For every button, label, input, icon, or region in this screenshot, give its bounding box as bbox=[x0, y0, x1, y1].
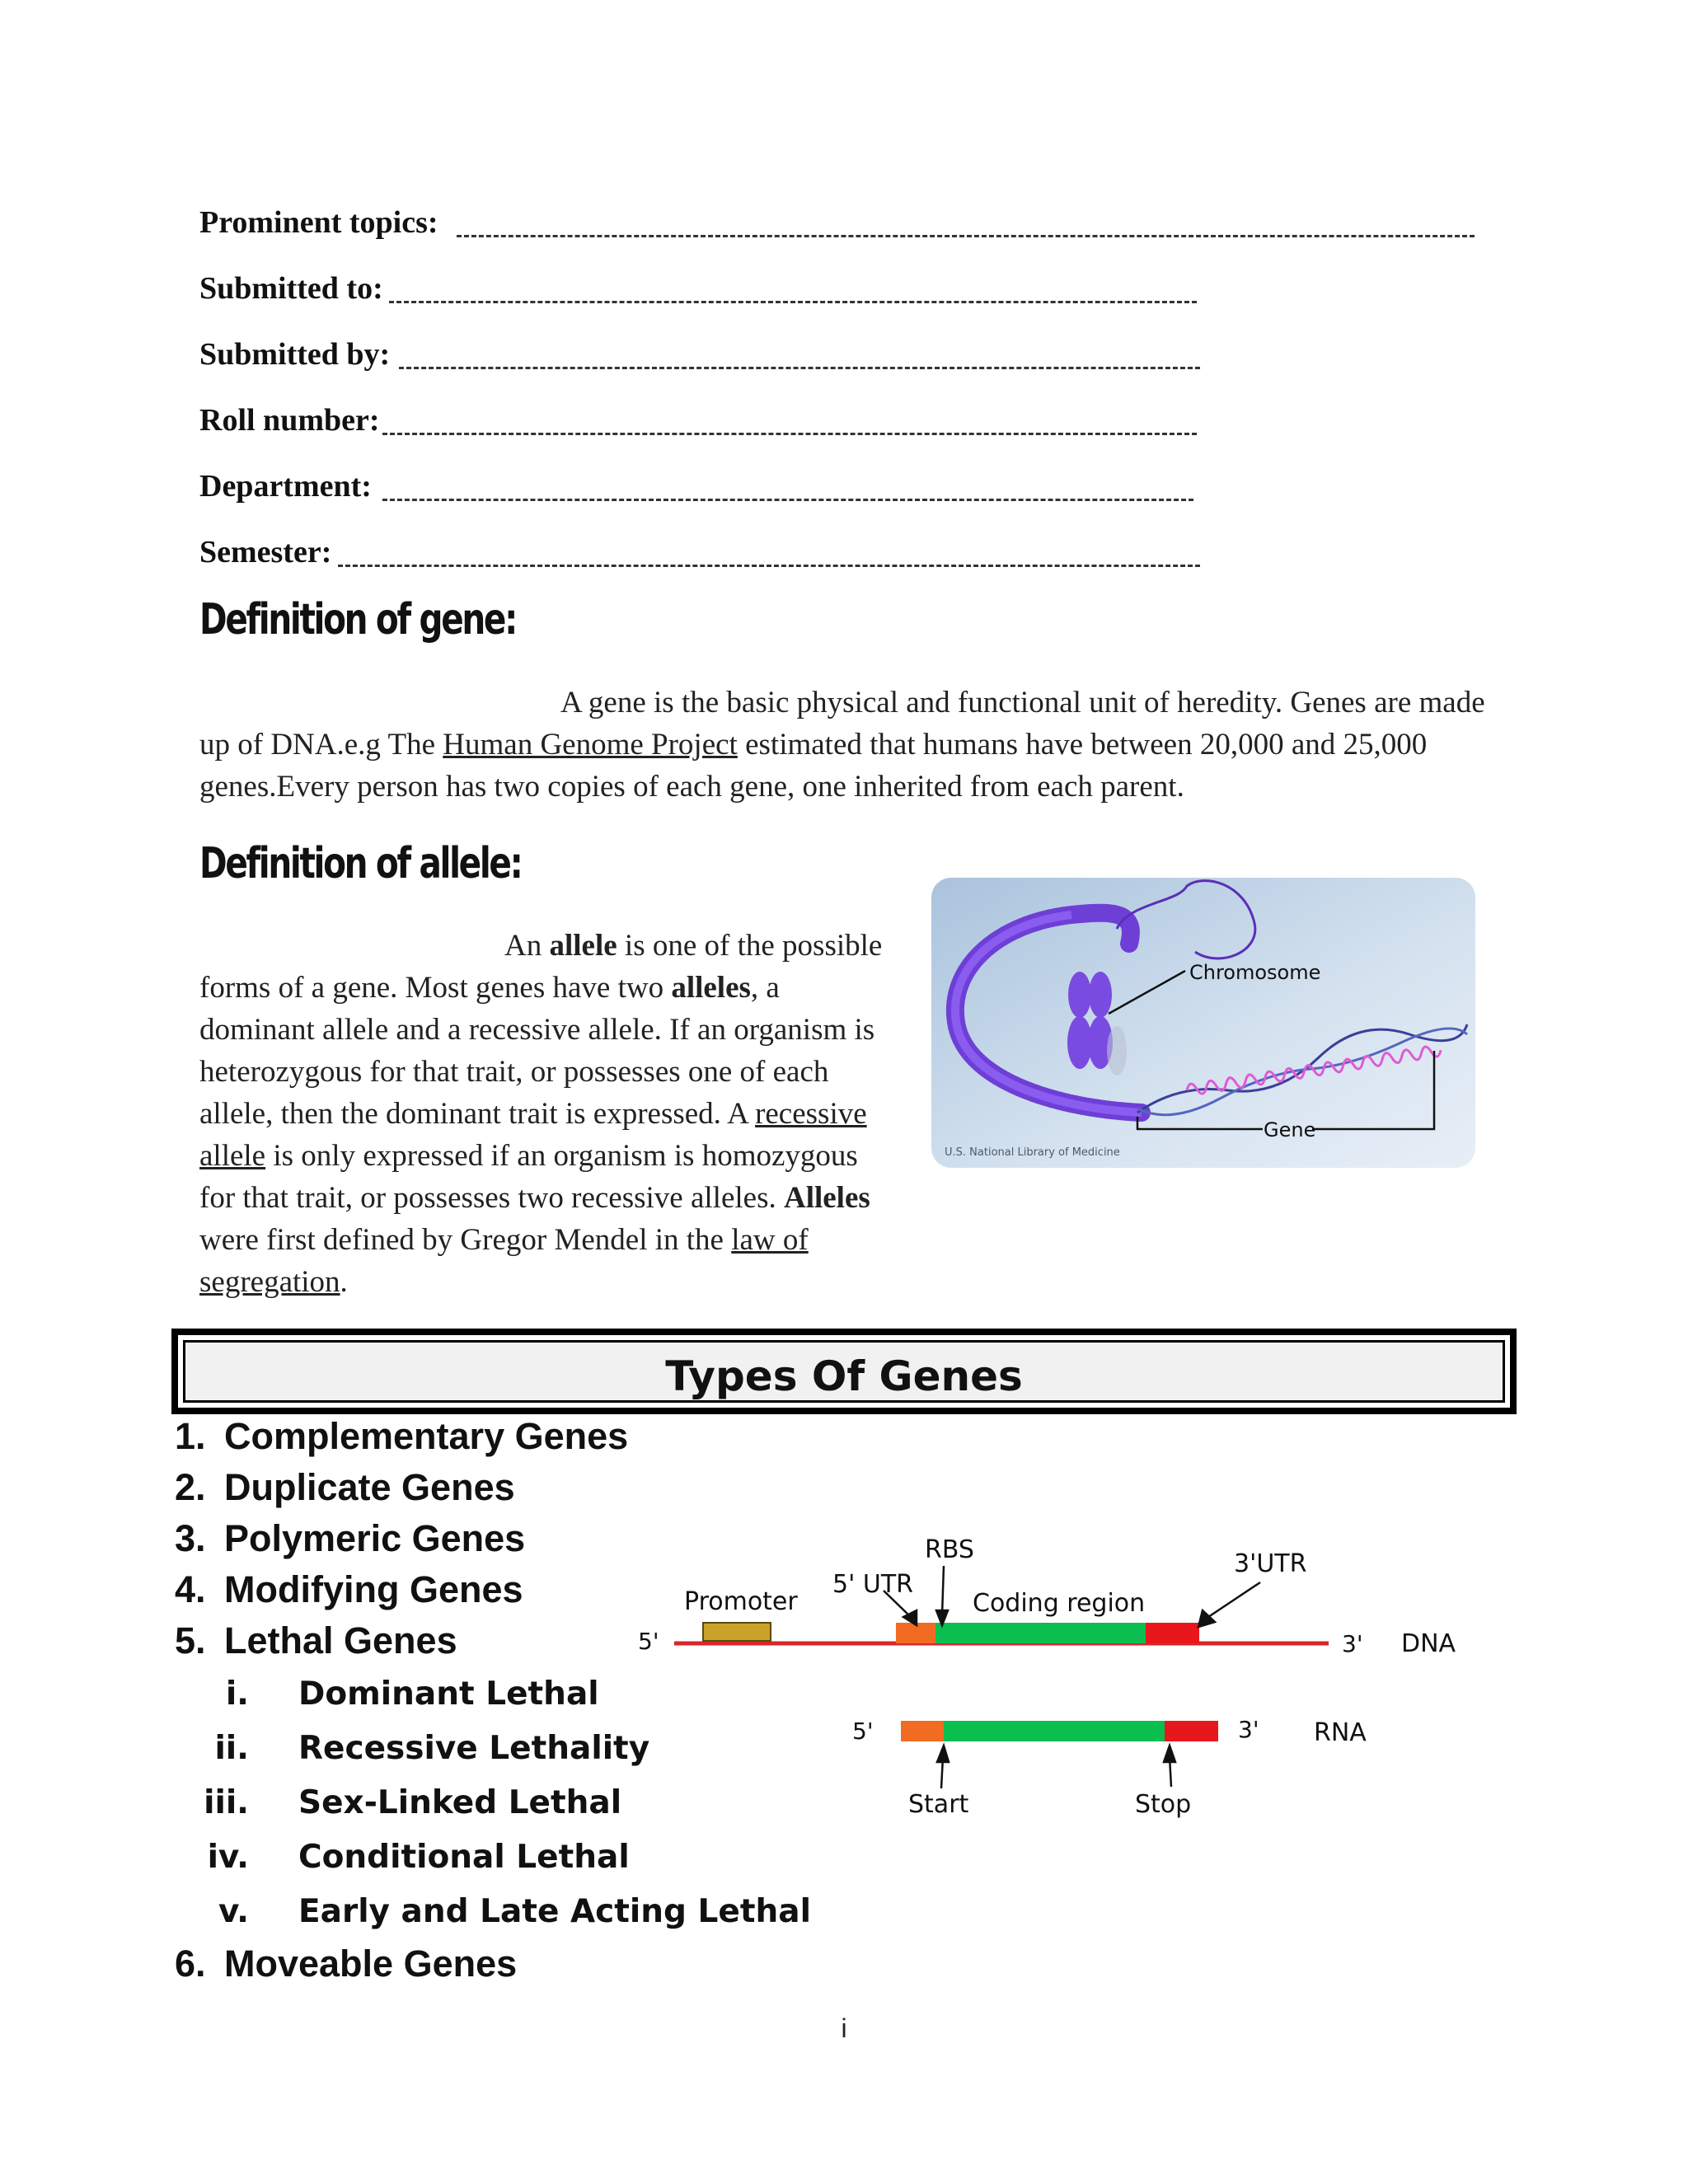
department-row bbox=[199, 455, 1205, 504]
allele-text-5: were first defined by Gregor Mendel in the bbox=[199, 1223, 732, 1257]
item-label: Duplicate Genes bbox=[224, 1466, 515, 1508]
roll-number-label: Roll number: bbox=[199, 403, 380, 438]
sub-item-label: Dominant Lethal bbox=[298, 1675, 599, 1713]
rna-5prime-label: 5' bbox=[852, 1718, 874, 1745]
roll-number-blank[interactable] bbox=[382, 433, 1197, 435]
prominent-topics-row bbox=[199, 191, 1485, 241]
gene-heading: Definition of gene: bbox=[199, 595, 516, 644]
stop-arrowhead bbox=[1164, 1746, 1175, 1762]
promoter-label: Promoter bbox=[684, 1587, 798, 1616]
gene-type-item bbox=[175, 1941, 517, 1987]
start-label: Start bbox=[908, 1790, 969, 1819]
gene-type-item bbox=[175, 1465, 515, 1511]
sub-item-label: Recessive Lethality bbox=[298, 1730, 650, 1767]
submitted-to-blank[interactable] bbox=[389, 301, 1197, 303]
types-of-genes-inner bbox=[183, 1340, 1505, 1403]
allele-text-2: is one of the possible forms of a gene. Most genes have two bbox=[199, 929, 883, 1005]
chromosome-label: Chromosome bbox=[1189, 961, 1321, 984]
allele-bold-1: allele bbox=[549, 929, 617, 963]
rna-coding-box bbox=[944, 1721, 1165, 1741]
gene-type-item bbox=[175, 1618, 457, 1664]
sub-item-number: iii. bbox=[204, 1784, 249, 1821]
semester-blank[interactable] bbox=[338, 565, 1200, 567]
chromosome-gene-figure bbox=[931, 878, 1475, 1168]
submitted-by-blank[interactable] bbox=[399, 367, 1200, 369]
item-number: 2. bbox=[175, 1466, 206, 1508]
allele-heading: Definition of allele: bbox=[199, 839, 522, 888]
utr3-arrow bbox=[1208, 1582, 1260, 1617]
allele-text-3: , a dominant allele and a recessive allele. If an organism is heterozygous for that trait, or possesses one of each allele, then the dominant trait is expressed. A bbox=[199, 971, 875, 1131]
recessive-allele-link[interactable]: recessive allele bbox=[199, 1097, 867, 1173]
gene-label: Gene bbox=[1264, 1118, 1316, 1141]
dna-label: DNA bbox=[1401, 1629, 1456, 1658]
utr5-label: 5' UTR bbox=[832, 1570, 913, 1599]
gene-text-1: A gene is the basic physical and functional unit of heredity. Genes are made up of DNA.e.g The bbox=[199, 686, 1485, 762]
dna-coding-box bbox=[935, 1623, 1146, 1643]
sub-item-number: v. bbox=[218, 1893, 249, 1930]
sub-item-number: iv. bbox=[207, 1839, 249, 1876]
dna-3prime-label: 3' bbox=[1342, 1630, 1363, 1657]
item-number: 4. bbox=[175, 1568, 206, 1610]
law-of-segregation-link[interactable]: law of segregation bbox=[199, 1223, 809, 1299]
prominent-topics-label: Prominent topics: bbox=[199, 205, 438, 240]
gene-structure-svg bbox=[626, 1525, 1484, 1838]
types-of-genes-banner bbox=[171, 1329, 1517, 1414]
sub-item-number: ii. bbox=[214, 1730, 249, 1767]
allele-bold-2: alleles bbox=[671, 971, 751, 1005]
item-label: Complementary Genes bbox=[224, 1415, 629, 1457]
sub-item-label: Conditional Lethal bbox=[298, 1839, 630, 1876]
item-number: 5. bbox=[175, 1619, 206, 1661]
item-number: 3. bbox=[175, 1517, 206, 1559]
allele-bold-3: Alleles bbox=[783, 1181, 870, 1215]
allele-text-1: An bbox=[504, 929, 550, 963]
dna-3utr-box bbox=[1146, 1623, 1199, 1643]
submitted-to-row bbox=[199, 257, 1205, 307]
department-blank[interactable] bbox=[382, 499, 1193, 501]
sub-item-label: Sex-Linked Lethal bbox=[298, 1784, 622, 1821]
chromosome-figure-svg bbox=[931, 878, 1475, 1168]
item-number: 6. bbox=[175, 1943, 206, 1985]
roll-number-row bbox=[199, 389, 1205, 438]
allele-text-4: is only expressed if an organism is homozygous for that trait, or possesses two recessive alleles. bbox=[199, 1139, 858, 1215]
dna-5prime-label: 5' bbox=[638, 1628, 659, 1655]
page-number: i bbox=[841, 2013, 847, 2043]
rna-label: RNA bbox=[1314, 1718, 1367, 1747]
gene-structure-diagram bbox=[626, 1525, 1484, 1838]
department-label: Department: bbox=[199, 469, 372, 504]
types-of-genes-title: Types Of Genes bbox=[665, 1352, 1023, 1400]
submitted-by-label: Submitted by: bbox=[199, 337, 391, 372]
sub-item-number: i. bbox=[225, 1675, 249, 1713]
human-genome-project-link[interactable]: Human Genome Project bbox=[443, 728, 738, 762]
sub-item-label: Early and Late Acting Lethal bbox=[298, 1893, 811, 1930]
prominent-topics-blank[interactable] bbox=[457, 235, 1475, 237]
utr3-label: 3'UTR bbox=[1234, 1549, 1307, 1578]
gene-type-item bbox=[175, 1567, 523, 1613]
allele-text-6: . bbox=[340, 1265, 348, 1299]
submitted-by-row bbox=[199, 323, 1205, 373]
item-label: Polymeric Genes bbox=[224, 1517, 526, 1559]
semester-row bbox=[199, 521, 1205, 570]
utr3-arrowhead bbox=[1198, 1610, 1215, 1627]
gene-type-item bbox=[175, 1413, 628, 1460]
rna-3utr-box bbox=[1165, 1721, 1218, 1741]
figure-credit: U.S. National Library of Medicine bbox=[945, 1146, 1120, 1159]
item-label: Lethal Genes bbox=[224, 1619, 457, 1661]
gene-type-item bbox=[175, 1516, 525, 1562]
start-arrowhead bbox=[937, 1746, 949, 1762]
rbs-label: RBS bbox=[925, 1535, 974, 1564]
rna-5utr-box bbox=[901, 1721, 944, 1741]
allele-paragraph bbox=[199, 925, 896, 1303]
item-label: Modifying Genes bbox=[224, 1568, 523, 1610]
item-label: Moveable Genes bbox=[224, 1943, 518, 1985]
rbs-arrow bbox=[942, 1566, 944, 1615]
rna-3prime-label: 3' bbox=[1238, 1716, 1259, 1743]
promoter-box bbox=[703, 1623, 771, 1641]
item-number: 1. bbox=[175, 1415, 206, 1457]
submitted-to-label: Submitted to: bbox=[199, 271, 383, 306]
gene-text-2: estimated that humans have between 20,000 and 25,000 genes.Every person has two copies of each gene, one inherited from each parent. bbox=[199, 728, 1428, 804]
gene-paragraph bbox=[199, 682, 1493, 808]
semester-label: Semester: bbox=[199, 535, 332, 569]
coding-region-label: Coding region bbox=[973, 1589, 1146, 1618]
stop-label: Stop bbox=[1135, 1790, 1192, 1819]
